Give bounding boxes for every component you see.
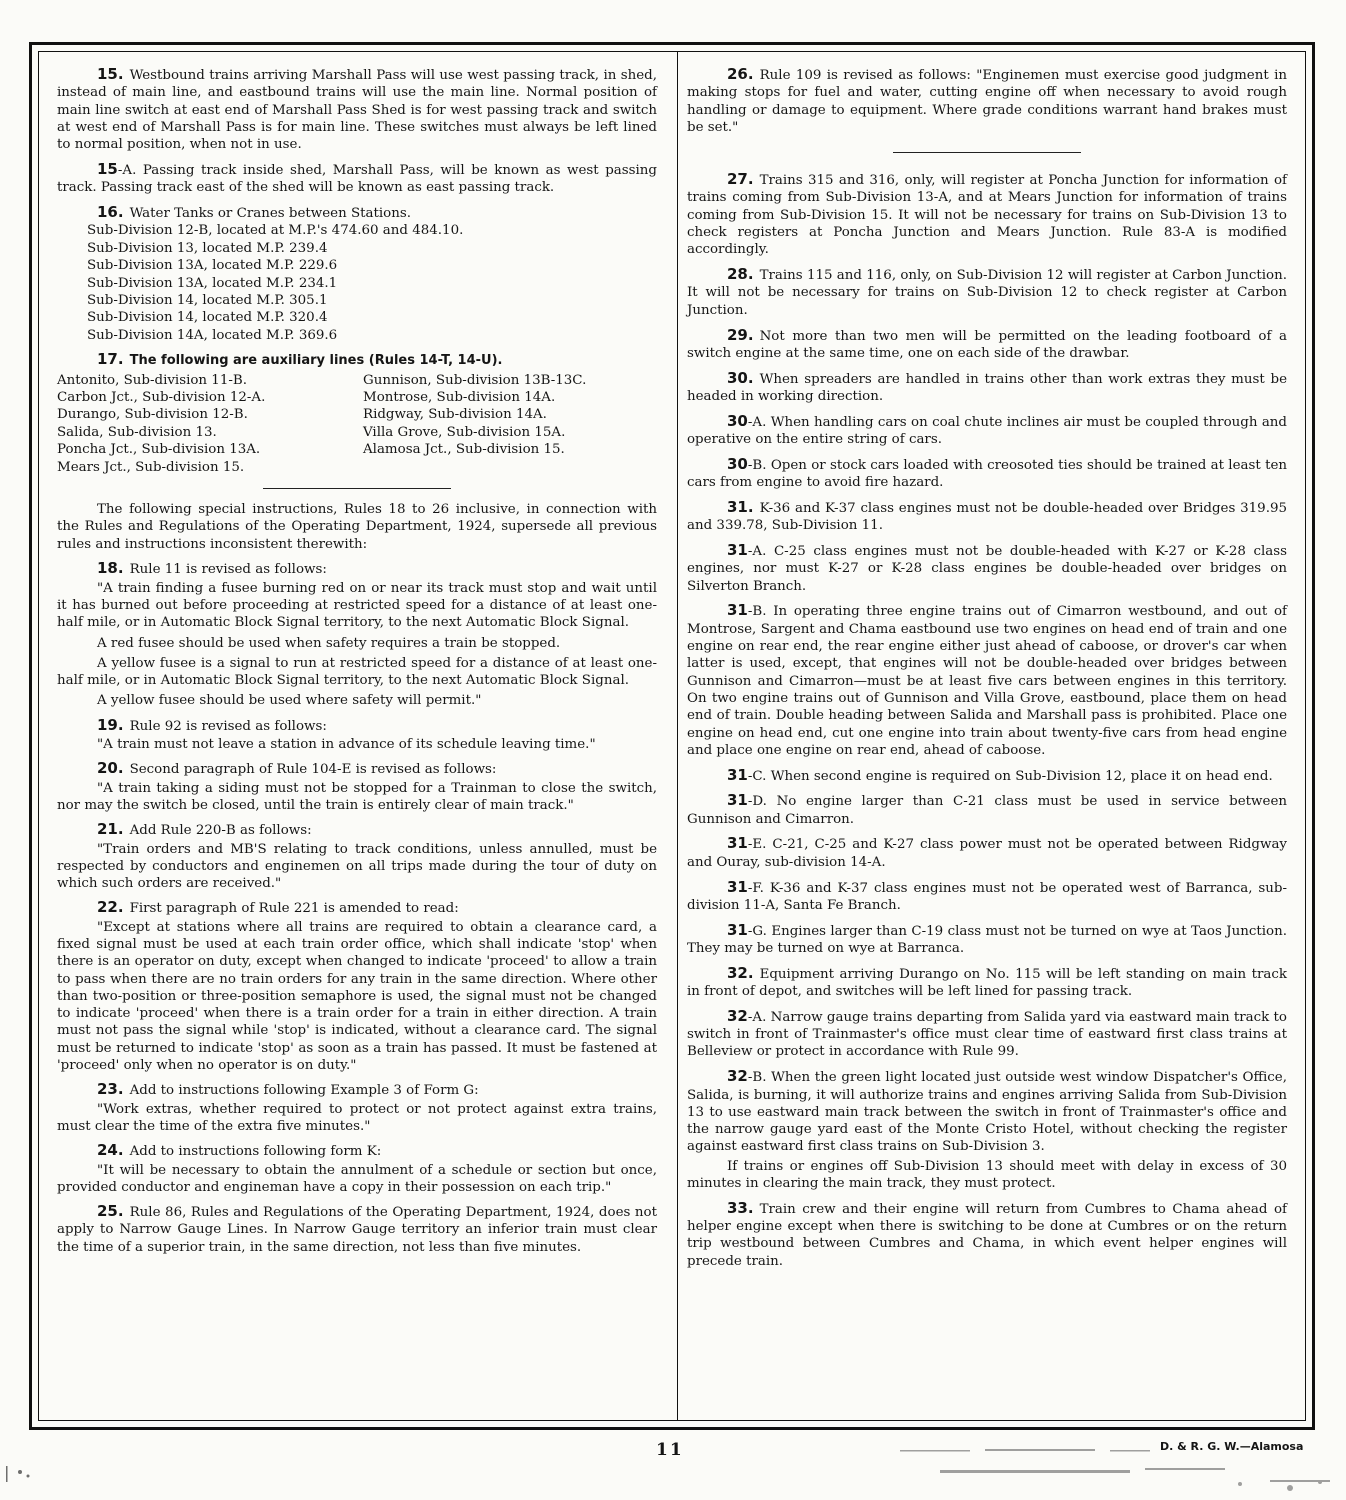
rule-number: 23. [97,1080,124,1099]
rule-20 [57,760,657,778]
rule-number: 16. [97,203,124,222]
list-item: Sub-Division 12-B, located at M.P.'s 474.60 and 484.10. [87,223,464,239]
rule-number: 26. [727,65,754,83]
rule-number: 25. [97,1202,124,1221]
rule-text: Add to instructions following Example 3 of Form G: [129,1083,479,1099]
aux-line: Durango, Sub-division 12-B. [57,407,248,423]
list-item: Sub-Division 13, located M.P. 239.4 [87,240,328,256]
rule-31f [687,879,1287,915]
rule-text: Rule 109 is revised as follows: "Enginemen must exercise good judgment in making stops for fuel and water, cutting engine off when necessary to avoid rough handling or damage to equipment. Where grade conditions warrant hand brakes must be set." [687,68,1287,135]
rule-text: Trains 315 and 316, only, will register at Poncha Junction for information of trains coming from Sub-Division 13-A, and at Mears Junction for information of trains coming from Sub-Division 15. It will not be necessary for trains on Sub-Division 13 to check registers at Poncha Junction and Mears Junction. Rule 83-A is modified accordingly. [687,173,1287,258]
rule-text: Equipment arriving Durango on No. 115 will be left standing on main track in front of depot, and switches will be left lined for passing track. [687,966,1287,1000]
rule-number: 15 [97,159,118,178]
rule-text: Open or stock cars loaded with creosoted ties should be trained at least ten cars from engine to avoid fire hazard. [687,457,1287,491]
rule-number: 18. [97,559,124,578]
rule-text: Passing track inside shed, Marshall Pass, will be known as west passing track. Passing track east of the shed will be known as east passing track. [57,162,657,196]
rule-text: In operating three engine trains out of Cimarron westbound, and out of Montrose, Sargent and Chama eastbound use two engines on head end of train and one engine on rear end, the rear engine either just ahead of caboose, or drover's car when latter is used, except, that engines will not be double-headed over bridges between Gunnison and Cimarron—must be at least five cars between engines in this territory. On two engine trains out of Gunnison and Villa Grove, eastbound, place them on head end of train. Double heading between Salida and Marshall pass is prohibited. Place one engine on head end, cut one engine into train about twenty-five cars from head engine and place one engine on rear end, ahead of caboose. [687,604,1287,758]
rule-number: 21. [97,820,124,839]
aux-line: Alamosa Jct., Sub-division 15. [363,442,565,458]
rule-21 [57,821,657,839]
rule-29 [687,327,1287,363]
rule-text: Rule 11 is revised as follows: [129,562,327,578]
rule-text: No engine larger than C-21 class must be used in service between Gunnison and Cimarron. [687,794,1287,827]
rule-17 [57,351,657,369]
rule-text: Add to instructions following form K: [129,1144,382,1160]
rule-text: When second engine is required on Sub-Division 12, place it on head end. [770,768,1273,784]
aux-line: Gunnison, Sub-division 13B-13C. [363,372,587,388]
rule-number: 15. [97,65,124,83]
rule-number: 20. [97,759,124,778]
water-tank-list [57,222,657,344]
rule-suffix: -G. [747,923,767,939]
rule-text: Trains 115 and 116, only, on Sub-Division 12 will register at Carbon Junction. It will not be necessary for trains on Sub-Division 12 to check register at Carbon Junction. [687,268,1287,318]
rule-31g [687,922,1287,958]
rule-30a [687,413,1287,449]
rule-suffix: -B. [747,1070,767,1086]
auxiliary-lines-table [57,372,657,476]
rule-text: Train crew and their engine will return from Cumbres to Chama ahead of helper engine except when there is switching to be done at Cumbres or on the return trip westbound between Cumbres and Chama, in which event helper engines will precede train. [687,1201,1287,1269]
rule-number: 24. [97,1141,124,1160]
rule-suffix: -C. [747,768,767,784]
rule-22 [57,899,657,917]
rule-26 [687,66,1287,136]
aux-line: Salida, Sub-division 13. [57,424,217,440]
rule-suffix: -A. [747,544,767,560]
rule-24 [57,1142,657,1160]
page-inner-border [38,51,1306,1421]
section-separator [263,488,451,489]
rule-number: 33. [727,1198,754,1217]
rule-31a [687,542,1287,595]
special-instructions-intro: The following special instructions, Rules 18 to 26 inclusive, in connection with the Rules and Regulations of the Operating Department, 1924, supersede all previous rules and instructions inconsistent therewith: [57,501,657,552]
rule-19 [57,717,657,735]
rule-32b [687,1068,1287,1155]
edge-mark-graphic [2,1462,42,1492]
rule-quote: A yellow fusee is a signal to run at restricted speed for a distance of at least one-half mile, or in Automatic Block Signal territory, to the next Automatic Block Signal. [57,655,657,689]
list-item: Sub-Division 14, located M.P. 305.1 [87,293,328,308]
aux-line: Carbon Jct., Sub-division 12-A. [57,389,266,405]
rule-text: Second paragraph of Rule 104-E is revised as follows: [129,762,497,778]
rule-text: Rule 86, Rules and Regulations of the Operating Department, 1924, does not apply to Narrow Gauge Lines. In Narrow Gauge territory an inferior train must clear the time of a superior train, in the same direction, not less than five minutes. [57,1205,657,1255]
rule-quote: "Except at stations where all trains are required to obtain a clearance card, a fixed signal must be used at each train order office, which shall indicate 'stop' when there is an operator on duty, except when changed to indicate 'proceed' to allow a train to pass when there are no train orders for any train in the same direction. Where other than two-position or three-position semaphore is used, the signal must not be changed to indicate 'proceed' when there is a train order for a train in either direction. A train must not pass the signal while 'stop' is indicated, without a clearance card. The signal must be returned to indicate 'stop' as soon as a train has passed. It must be fastened at 'proceed' only when no operator is on duty." [57,919,657,1074]
rule-32a [687,1008,1287,1061]
print-smudge-graphic [890,1444,1340,1496]
rule-32 [687,965,1287,1001]
rule-30 [687,370,1287,406]
rule-16 [57,204,657,222]
rule-number: 30. [727,368,754,387]
rule-suffix: -A. [747,1009,767,1025]
aux-line: Montrose, Sub-division 14A. [363,389,556,405]
rule-text: K-36 and K-37 class engines must not be double-headed over Bridges 319.95 and 339.78, Sub-Division 11. [687,500,1287,534]
list-item: Sub-Division 13A, located M.P. 229.6 [87,258,338,274]
rule-number: 31 [727,877,748,896]
rule-quote: "A train must not leave a station in advance of its schedule leaving time." [97,737,596,753]
rule-number: 28. [727,265,754,284]
rule-text: Engines larger than C-19 class must not be turned on wye at Taos Junction. They may be turned on wye at Barranca. [687,923,1288,956]
rule-text: When spreaders are handled in trains other than work extras they must be headed in working direction. [687,371,1287,404]
rule-number: 32 [727,1006,748,1025]
rule-28 [687,266,1287,319]
rule-number: 30 [727,411,748,430]
rule-suffix: -A. [747,414,767,430]
rule-text: Westbound trains arriving Marshall Pass will use west passing track, in shed, instead of main line, and eastbound trains will use the main line. Normal position of main line switch at east end of Marshall Pass Shed is for west passing track and switch at west end of Marshall Pass is for main line. These switches must always be left lined to normal position, when not in use. [57,68,657,153]
rule-number: 32. [727,963,754,982]
rule-suffix: -B. [747,604,767,620]
rule-quote: "A train taking a siding must not be stopped for a Trainman to close the switch, nor may the switch be closed, until the train is entirely clear of main track." [57,780,657,813]
rule-number: 31 [727,834,748,853]
rule-15 [57,66,657,153]
rule-suffix: -D. [747,794,767,810]
rule-quote: A red fusee should be used when safety requires a train be stopped. [97,635,561,651]
rule-text: The following are auxiliary lines (Rules 14-T, 14-U). [129,353,503,369]
aux-line: Ridgway, Sub-division 14A. [363,407,547,423]
rule-number: 22. [97,898,124,917]
section-separator [893,152,1081,153]
rule-quote: A yellow fusee should be used where safety will permit." [97,693,482,709]
rule-32b-continuation: If trains or engines off Sub-Division 13 should meet with delay in excess of 30 minutes in clearing the main track, they must protect. [687,1158,1287,1192]
rule-31 [687,499,1287,535]
rule-suffix: -F. [747,880,764,896]
rule-quote: "A train finding a fusee burning red on or near its track must stop and wait until it has burned out before proceeding at restricted speed for a distance of at least one-half mile, or in Automatic Block Signal territory, to the next Automatic Block Signal. [57,580,657,631]
rule-text: C-25 class engines must not be double-headed with K-27 or K-28 class engines, nor must K-27 or K-28 class engines be double-headed over bridges on Silverton Branch. [687,544,1287,594]
rule-suffix: -E. [747,837,767,853]
rule-quote: "It will be necessary to obtain the annulment of a schedule or section but once, provided conductor and engineman have a copy in their possession on each trip." [57,1162,657,1195]
rule-text: K-36 and K-37 class engines must not be operated west of Barranca, sub-division 11-A, Santa Fe Branch. [687,880,1287,913]
aux-line: Poncha Jct., Sub-division 13A. [57,442,261,458]
rule-text: Water Tanks or Cranes between Stations. [129,206,411,222]
rule-23 [57,1081,657,1099]
aux-line: Villa Grove, Sub-division 15A. [363,424,566,440]
list-item: Sub-Division 14A, located M.P. 369.6 [87,327,338,343]
aux-line: Mears Jct., Sub-division 15. [57,459,245,475]
rule-text: Not more than two men will be permitted on the leading footboard of a switch engine at the same time, one on each side of the drawbar. [687,328,1287,361]
rule-31c [687,767,1287,785]
rule-number: 31 [727,765,748,784]
rule-number: 32 [727,1067,748,1086]
page-number: 11 [656,1440,684,1460]
rule-number: 31 [727,601,748,620]
rule-18 [57,560,657,578]
list-item: Sub-Division 13A, located M.P. 234.1 [87,275,338,291]
rule-15a [57,161,657,197]
aux-line: Antonito, Sub-division 11-B. [57,372,247,388]
page-border [29,42,1315,1430]
rule-number: 19. [97,715,124,734]
rule-quote: "Work extras, whether required to protect or not protect against extra trains, must clear the time of the extra five minutes." [57,1101,657,1134]
rule-text: Narrow gauge trains departing from Salida yard via eastward main track to switch in front of Trainmaster's office must clear time of eastward first class trains at Belleview or protect in accordance with Rule 99. [687,1009,1287,1060]
rule-31d [687,792,1287,828]
rule-number: 31. [727,497,754,516]
printer-credit: D. & R. G. W.—Alamosa [1160,1440,1304,1453]
rule-text: When handling cars on coal chute inclines air must be coupled through and operative on the entire string of cars. [687,414,1287,448]
rule-27 [687,171,1287,258]
rule-number: 17. [97,350,124,369]
list-item: Sub-Division 14, located M.P. 320.4 [87,310,328,326]
rule-33 [687,1200,1287,1270]
rule-suffix: -A. [117,162,137,178]
rule-25 [57,1203,657,1256]
rule-suffix: -B. [747,457,767,473]
rule-30b [687,456,1287,492]
left-column [57,66,657,1264]
rule-number: 31 [727,541,748,560]
rule-number: 31 [727,920,748,939]
right-column [687,66,1287,1278]
rule-text: When the green light located just outside west window Dispatcher's Office, Salida, is burning, it will authorize trains and engines arriving Salida from Sub-Division 13 to use eastward main track between the switch in front of Trainmaster's office and the narrow gauge yard east of the Monte Cristo Hotel, without checking the register against eastward first class trains on Sub-Division 3. [687,1070,1287,1155]
rule-31b [687,602,1287,759]
rule-number: 27. [727,170,754,189]
rule-number: 30 [727,454,748,473]
rule-text: Rule 92 is revised as follows: [129,718,327,734]
column-divider [677,52,678,1420]
rule-number: 29. [727,325,754,344]
rule-quote: "Train orders and MB'S relating to track conditions, unless annulled, must be respected by conductors and enginemen on all trips made during the tour of duty on which such orders are received." [57,841,657,892]
rule-number: 31 [727,791,748,810]
rule-text: Add Rule 220-B as follows: [129,823,312,839]
rule-text: C-21, C-25 and K-27 class power must not be operated between Ridgway and Ouray, sub-division 14-A. [687,837,1287,870]
rule-31e [687,835,1287,871]
rule-text: First paragraph of Rule 221 is amended to read: [129,901,459,917]
